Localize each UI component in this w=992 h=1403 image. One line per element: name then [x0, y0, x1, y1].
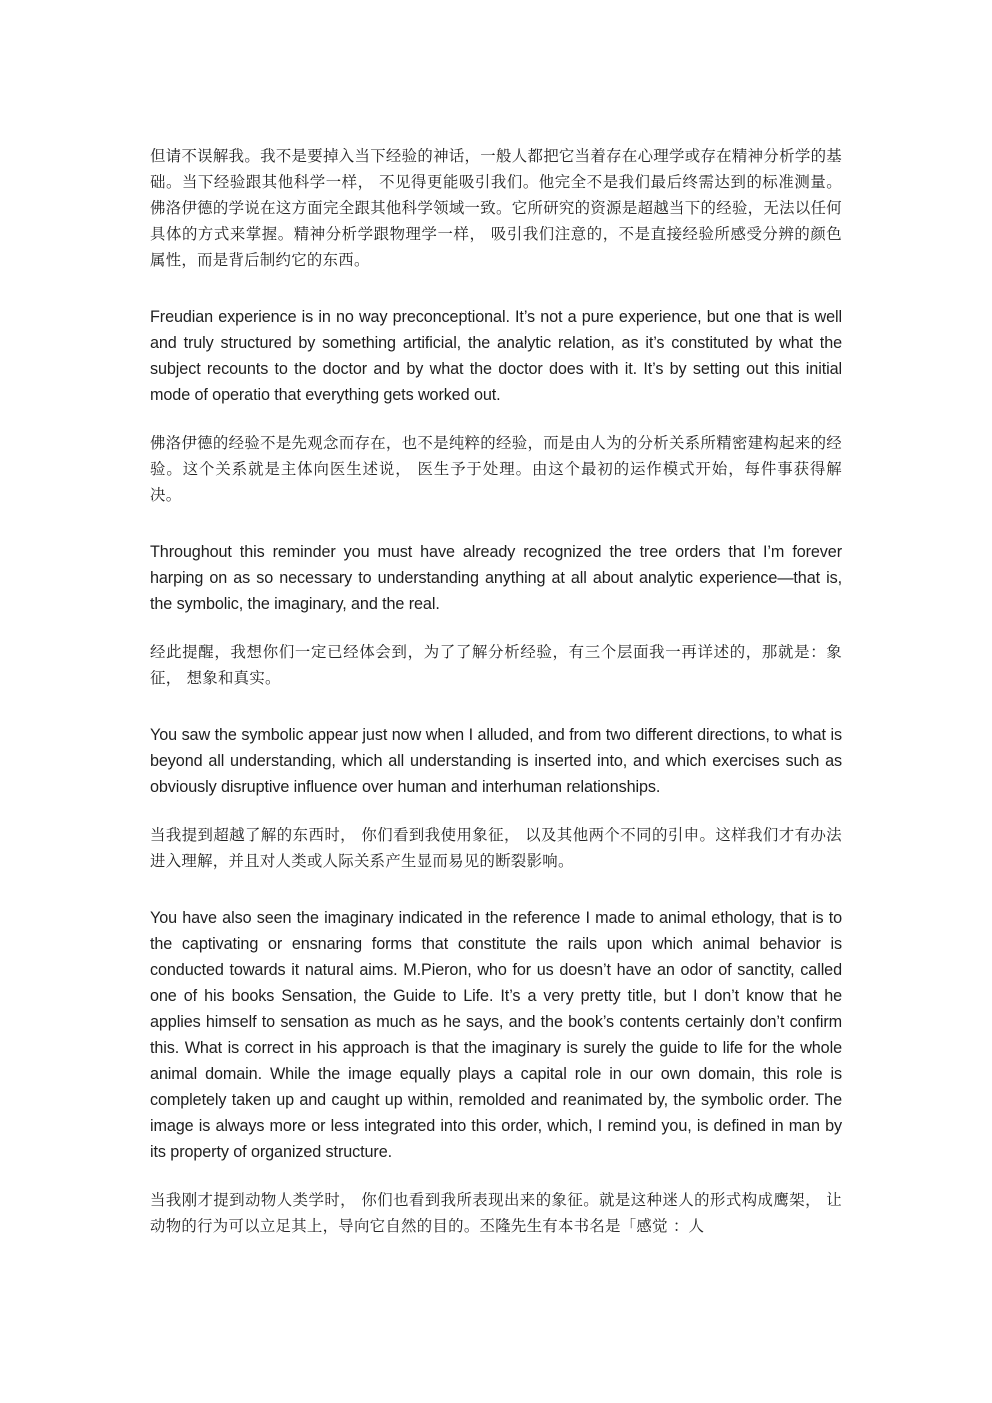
paragraph-zh-4: 当我提到超越了解的东西时， 你们看到我使用象征， 以及其他两个不同的引申。这样我们才有办法进入理解，并且对人类或人际关系产生显而易见的断裂影响。 — [150, 826, 842, 870]
paragraph-en-3: You saw the symbolic appear just now when I alluded, and from two different directions, to what is beyond all understanding, which all understanding is inserted into, and which exercises such as obviously disruptive influence over human and interhuman relationships. — [150, 726, 842, 796]
paragraph-zh-3: 经此提醒，我想你们一定已经体会到，为了了解分析经验，有三个层面我一再详述的，那就是：象征， 想象和真实。 — [150, 643, 842, 687]
paragraph-en-4: You have also seen the imaginary indicated in the reference I made to animal ethology, that is to the captivating or ensnaring forms that constitute the rails upon which animal behavior is conducted towards it natural aims. M.Pieron, who for us doesn’t have an odor of sanctity, called one of his books Sensation, the Guide to Life. It’s a very pretty title, but I don’t know that he applies himself to sensation as much as he says, and the book’s contents certainly don’t confirm this. What is correct in his approach is that the imaginary is surely the guide to life for the whole animal domain. While the image equally plays a capital role in our own domain, this role is completely taken up and caught up within, remolded and reanimated by, the symbolic order. The image is always more or less integrated into this order, which, I remind you, is defined in man by its property of organized structure. — [150, 909, 842, 1161]
paragraph-en-1: Freudian experience is in no way preconceptional. It’s not a pure experience, but one that is well and truly structured by something artificial, the analytic relation, as it’s constituted by what the subject recounts to the doctor and by what the doctor does with it. It’s by setting out this initial mode of operatio that everything gets worked out. — [150, 308, 842, 404]
paragraph-zh-5: 当我刚才提到动物人类学时， 你们也看到我所表现出来的象征。就是这种迷人的形式构成鹰架， 让动物的行为可以立足其上，导向它自然的目的。丕隆先生有本书名是「感觉 ：人 — [150, 1191, 842, 1235]
paragraph-zh-2: 佛洛伊德的经验不是先观念而存在，也不是纯粹的经验，而是由人为的分析关系所精密建构起来的经验。这个关系就是主体向医生述说， 医生予于处理。由这个最初的运作模式开始，每件事获得解决。 — [150, 434, 842, 504]
paragraph-zh-1: 但请不误解我。我不是要掉入当下经验的神话，一般人都把它当着存在心理学或存在精神分析学的基础。当下经验跟其他科学一样， 不见得更能吸引我们。他完全不是我们最后终需达到的标准测量。佛洛伊德的学说在这方面完全跟其他科学领域一致。它所研究的资源是超越当下的经验，无法以任何具体的方式来掌握。精神分析学跟物理学一样， 吸引我们注意的，不是直接经验所感受分辨的颜色属性，而是背后制约它的东西。 — [150, 147, 842, 269]
paragraph-en-2: Throughout this reminder you must have already recognized the tree orders that I’m forever harping on as so necessary to understanding anything at all about analytic experience—that is, the symbolic, the imaginary, and the real. — [150, 543, 842, 613]
document-page — [150, 143, 842, 1239]
